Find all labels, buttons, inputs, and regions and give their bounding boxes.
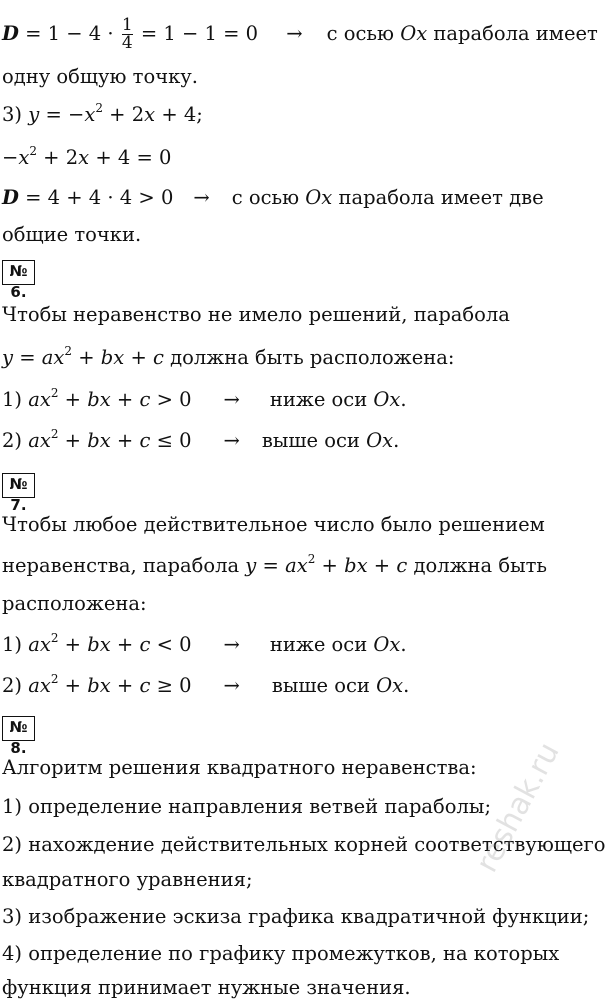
text-line-13: расположена:: [2, 592, 147, 615]
condition-6-1: [2, 386, 407, 411]
text: .: [400, 388, 407, 411]
var-x: x: [84, 103, 96, 126]
text: .: [393, 429, 400, 452]
exponent: 2: [29, 144, 37, 158]
text: .: [403, 674, 410, 697]
expr: = 1 − 1 = 0: [134, 22, 259, 45]
var-bx: bx: [87, 633, 111, 656]
arrow: →: [223, 429, 240, 452]
expr: =: [13, 346, 42, 369]
text: должна быть: [407, 554, 548, 577]
var-Ox: Ox: [400, 22, 428, 45]
var-x: x: [78, 146, 90, 169]
var-ax: ax: [285, 554, 308, 577]
text: выше оси: [271, 674, 377, 697]
numerator: 1: [121, 15, 133, 35]
expr: < 0: [150, 633, 192, 656]
discriminant-line-2: [2, 188, 544, 208]
var-ax: ax: [28, 633, 51, 656]
exponent: 2: [64, 344, 73, 358]
expr: −: [2, 146, 19, 169]
text-line-7: Чтобы неравенство не имело решений, парабола: [2, 303, 510, 326]
watermark: reshak.ru: [469, 736, 567, 879]
var-y: y: [28, 103, 40, 126]
expr: +: [110, 633, 140, 656]
expr: +: [367, 554, 397, 577]
item-number: 1): [2, 388, 29, 411]
expr: + 4 = 0: [89, 146, 172, 169]
exponent: 2: [50, 386, 59, 400]
task-number-badge-6: № 6.: [2, 260, 35, 285]
text: должна быть расположена:: [163, 346, 455, 369]
text: выше оси: [261, 429, 367, 452]
exponent: 2: [307, 552, 316, 566]
expr: ≥ 0: [150, 674, 192, 697]
var-c: c: [139, 429, 151, 452]
equation-3: [2, 101, 203, 126]
var-ax: ax: [28, 674, 51, 697]
task-number-badge-8: № 8.: [2, 716, 35, 741]
algorithm-step-3: 3) изображение эскиза графика квадратичной функции;: [2, 905, 590, 928]
exponent: 2: [50, 631, 59, 645]
arrow: →: [193, 186, 210, 209]
item-number: 2): [2, 674, 29, 697]
var-Ox: Ox: [305, 186, 333, 209]
text-line-6: общие точки.: [2, 223, 142, 246]
var-bx: bx: [100, 346, 125, 369]
var-c: c: [139, 674, 151, 697]
expr: +: [58, 388, 88, 411]
var-Ox: Ox: [373, 633, 401, 656]
task-number-badge-7: № 7.: [2, 473, 35, 498]
var-Ox: Ox: [376, 674, 404, 697]
text: .: [400, 633, 407, 656]
expr: +: [110, 674, 140, 697]
text-line-2: одну общую точку.: [2, 65, 198, 88]
condition-6-2: [2, 427, 400, 452]
algorithm-step-2-cont: квадратного уравнения;: [2, 868, 253, 891]
arrow: →: [223, 633, 240, 656]
expr: ≤ 0: [150, 429, 192, 452]
expr: +: [58, 633, 88, 656]
item-number: 1): [2, 633, 29, 656]
expr: +: [72, 346, 101, 369]
denominator: 4: [121, 33, 133, 53]
arrow: →: [223, 388, 240, 411]
var-bx: bx: [87, 429, 111, 452]
var-ax: ax: [41, 346, 65, 369]
parabola-formula-line: [2, 344, 455, 369]
text: ниже оси: [269, 633, 374, 656]
var-Ox: Ox: [366, 429, 394, 452]
var-x: x: [18, 146, 30, 169]
var-c: c: [396, 554, 408, 577]
var-bx: bx: [344, 554, 368, 577]
algorithm-step-1: 1) определение направления ветвей параболы;: [2, 795, 492, 818]
expr: > 0: [150, 388, 192, 411]
var-bx: bx: [87, 388, 111, 411]
text: с осью: [326, 22, 401, 45]
var-c: c: [153, 346, 164, 369]
var-y: y: [2, 346, 14, 369]
expr: = 1 − 4 ·: [18, 22, 120, 45]
text: с осью: [231, 186, 306, 209]
expr: +: [124, 346, 154, 369]
var-c: c: [139, 633, 151, 656]
exponent: 2: [95, 101, 103, 115]
discriminant-line-1: [2, 17, 598, 52]
var-ax: ax: [28, 388, 51, 411]
expr: +: [58, 429, 88, 452]
expr: +: [315, 554, 345, 577]
equation-3-zero: [2, 144, 172, 169]
item-number: 3): [2, 103, 29, 126]
var-Ox: Ox: [373, 388, 401, 411]
expr: = −: [39, 103, 85, 126]
algorithm-step-2: 2) нахождение действительных корней соответствующего: [2, 833, 606, 856]
text-line-11: Чтобы любое действительное число было решением: [2, 513, 545, 536]
arrow: →: [223, 674, 240, 697]
text-line-16: Алгоритм решения квадратного неравенства:: [2, 756, 477, 779]
text: парабола имеет две: [332, 186, 544, 209]
var-y: y: [245, 554, 257, 577]
exponent: 2: [50, 672, 59, 686]
expr: = 4 + 4 · 4 > 0: [18, 186, 174, 209]
expr: + 4;: [155, 103, 203, 126]
item-number: 2): [2, 429, 29, 452]
expr: =: [256, 554, 286, 577]
var-bx: bx: [87, 674, 111, 697]
var-x: x: [144, 103, 156, 126]
parabola-formula-line-2: [2, 552, 548, 577]
expr: +: [110, 429, 140, 452]
condition-7-2: [2, 672, 410, 697]
var-D: D: [2, 186, 19, 209]
arrow: →: [286, 22, 303, 45]
condition-7-1: [2, 631, 407, 656]
var-D: D: [2, 22, 19, 45]
text: ниже оси: [269, 388, 374, 411]
algorithm-step-4: 4) определение по графику промежутков, на которых: [2, 942, 560, 965]
expr: +: [58, 674, 88, 697]
var-c: c: [139, 388, 151, 411]
var-ax: ax: [28, 429, 51, 452]
text: неравенства, парабола: [2, 554, 246, 577]
fraction-one-quarter: [122, 17, 133, 52]
expr: +: [110, 388, 140, 411]
exponent: 2: [50, 427, 59, 441]
algorithm-step-4-cont: функция принимает нужные значения.: [2, 976, 411, 999]
expr: + 2: [36, 146, 79, 169]
text: парабола имеет: [427, 22, 598, 45]
expr: + 2: [102, 103, 145, 126]
